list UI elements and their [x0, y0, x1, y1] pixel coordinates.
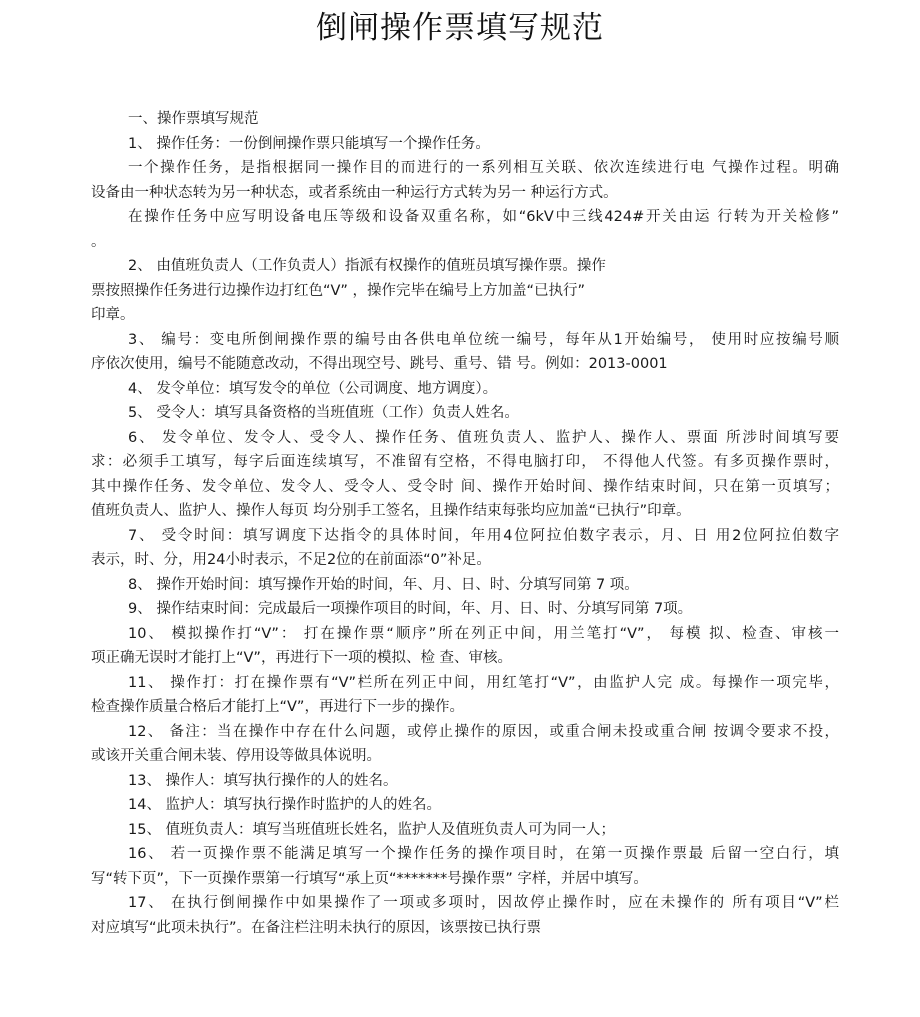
text-line: 10、 模拟操作打“V”： 打在操作票“顺序”所在列正中间，用兰笔打“V”， 每模 拟、检查、审核一: [128, 625, 839, 642]
text-line: 一、操作票填写规范: [128, 111, 259, 127]
text-line: 印章。: [91, 307, 135, 323]
text-line: 12、 备注：当在操作中存在什么问题，或停止操作的原因，或重合闸未投或重合闸 按调令要求不投，: [128, 723, 839, 740]
text-line: 其中操作任务、发令单位、发令人、受令人、受令时 间、操作开始时间、操作结束时间，只在第一页填写；: [91, 478, 839, 495]
text-line: 序依次使用，编号不能随意改动，不得出现空号、跳号、重号、错 号。例如：2013-0001: [91, 356, 668, 372]
text-line: 4、 发令单位：填写发令的单位（公司调度、地方调度）。: [128, 380, 498, 397]
text-line: 项正确无误时才能打上“V”，再进行下一项的模拟、检 查、审核。: [91, 650, 513, 666]
text-line: 5、 受令人：填写具备资格的当班值班（工作）负责人姓名。: [128, 405, 519, 421]
text-line: 对应填写“此项未执行”。在备注栏注明未执行的原因，该票按已执行票: [91, 919, 542, 936]
text-line: 检查操作质量合格后才能打上“V”，再进行下一步的操作。: [91, 699, 464, 715]
text-line: 票按照操作任务进行边操作边打红色“V” ，操作完毕在编号上方加盖“已执行”: [91, 282, 586, 299]
text-line: 3、 编号：变电所倒闸操作票的编号由各供电单位统一编号，每年从1开始编号， 使用时应按编号顺: [128, 331, 839, 348]
text-line: 9、 操作结束时间：完成最后一项操作项目的时间，年、月、日、时、分填写同第 7项。: [128, 601, 693, 617]
text-line: 求：必须手工填写，每字后面连续填写，不准留有空格，不得电脑打印， 不得他人代签。有多页操作票时，: [91, 454, 839, 470]
text-line: 。: [91, 233, 106, 250]
text-line: 13、 操作人：填写执行操作的人的姓名。: [128, 772, 398, 789]
text-line: 7、 受令时间：填写调度下达指令的具体时间，年用4位阿拉伯数字表示，月、日 用2位阿拉伯数字: [128, 527, 839, 544]
text-line: 设备由一种状态转为另一种状态，或者系统由一种运行方式转为另一 种运行方式。: [91, 184, 618, 201]
text-line: 17、 在执行倒闸操作中如果操作了一项或多项时，因故停止操作时，应在未操作的 所有项目“V”栏: [128, 895, 839, 911]
document-body: [91, 107, 839, 940]
text-line: 2、 由值班负责人（工作负责人）指派有权操作的值班员填写操作票。操作: [128, 258, 606, 274]
text-line: 值班负责人、监护人、操作人每页 均分别手工签名，且操作结束每张均应加盖“已执行”印章。: [91, 503, 691, 519]
text-line: 或该开关重合闸未装、停用设等做具体说明。: [91, 748, 381, 764]
text-line: 表示，时、分，用24小时表示，不足2位的在前面添“0”补足。: [91, 552, 491, 568]
text-line: 一个操作任务，是指根据同一操作目的而进行的一系列相互关联、依次连续进行电 气操作过程。明确: [128, 160, 839, 176]
text-line: 写“转下页”，下一页操作票第一行填写“承上页“*******号操作票” 字样，并居中填写。: [91, 870, 648, 887]
text-line: 14、 监护人：填写执行操作时监护的人的姓名。: [128, 797, 442, 813]
page-title: 倒闸操作票填写规范: [316, 10, 604, 46]
text-line: 1、 操作任务：一份倒闸操作票只能填写一个操作任务。: [128, 135, 490, 152]
text-line: 8、 操作开始时间：填写操作开始的时间，年、月、日、时、分填写同第 7 项。: [128, 576, 639, 593]
text-line: 16、 若一页操作票不能满足填写一个操作任务的操作项目时，在第一页操作票最 后留一空白行，填: [128, 846, 839, 862]
text-line: 在操作任务中应写明设备电压等级和设备双重名称，如“6kV中三线424#开关由运 行转为开关检修”: [128, 209, 839, 225]
text-line: 15、 值班负责人：填写当班值班长姓名，监护人及值班负责人可为同一人；: [128, 821, 616, 838]
text-line: 6、 发令单位、发令人、受令人、操作任务、值班负责人、监护人、操作人、票面 所涉时间填写要: [128, 429, 839, 446]
text-line: 11、 操作打：打在操作票有“V”栏所在列正中间，用红笔打“V”，由监护人完 成。每操作一项完毕，: [128, 674, 839, 691]
